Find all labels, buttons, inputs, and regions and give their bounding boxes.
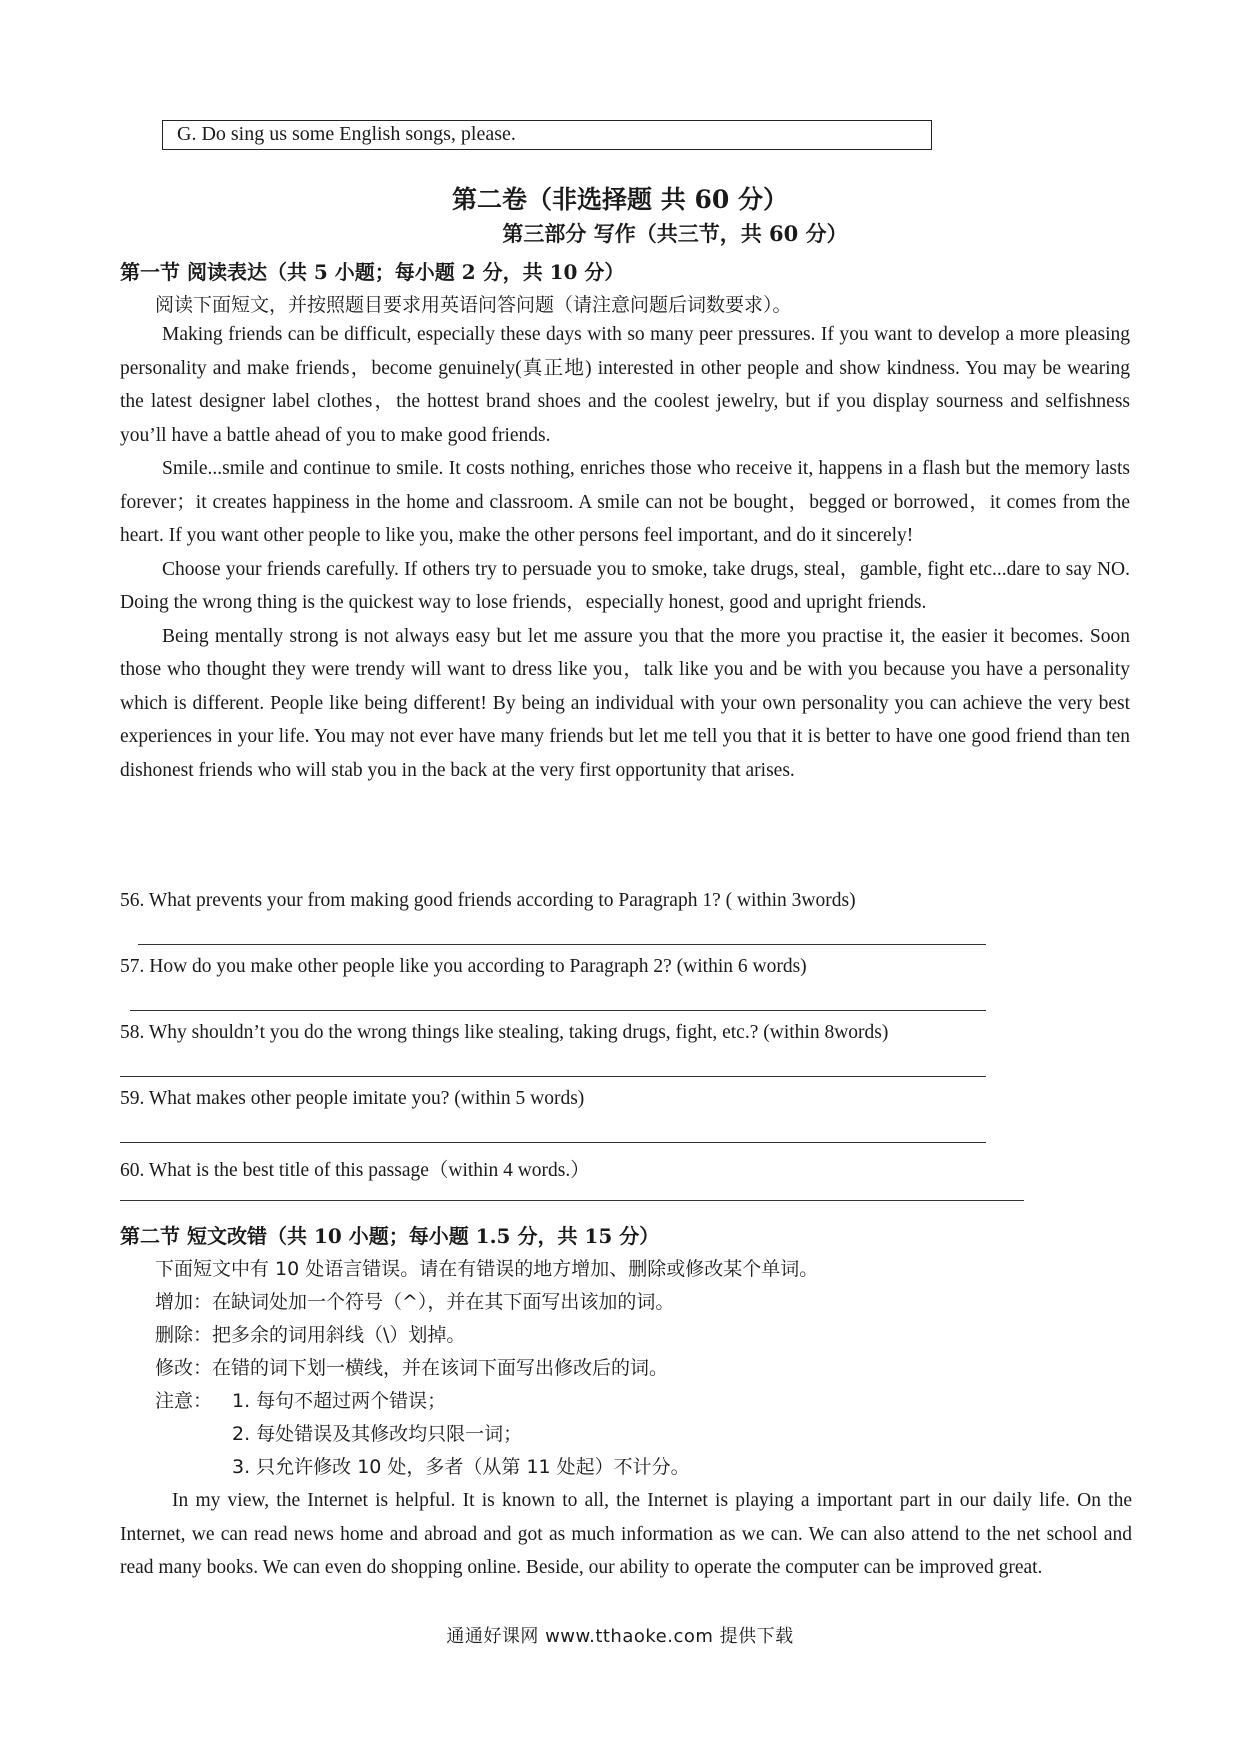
- question-56: 56. What prevents your from making good friends according to Paragraph 1? ( within 3words): [120, 890, 856, 911]
- answer-line-58[interactable]: [120, 1076, 986, 1077]
- passage-paragraph-1: Making friends can be difficult, especially these days with so many peer pressures. If you want to develop a more pleasing personality and make friends，become genuinely(真正地) interested in other people and show kindness. You may be wearing the latest designer label clothes，the hottest brand shoes and the coolest jewelry, but if you display sourness and selfishness you’ll have a battle ahead of you to make good friends.: [120, 324, 1130, 446]
- question-57: 57. How do you make other people like you according to Paragraph 2? (within 6 words): [120, 956, 807, 977]
- section1-heading: 第一节 阅读表达（共 5 小题；每小题 2 分，共 10 分）: [120, 260, 625, 284]
- part-title: 第三部分 写作（共三节，共 60 分）: [502, 221, 848, 246]
- question-58: 58. Why shouldn’t you do the wrong things like stealing, taking drugs, fight, etc.? (within 8words): [120, 1022, 889, 1043]
- answer-line-59[interactable]: [120, 1142, 986, 1143]
- footer-credit: 通通好课网 www.tthaoke.com 提供下载: [446, 1626, 794, 1647]
- section2-instruction: 下面短文中有 10 处语言错误。请在有错误的地方增加、删除或修改某个单词。: [155, 1258, 819, 1280]
- answer-line-56[interactable]: [138, 944, 986, 945]
- note-3: 3. 只允许修改 10 处，多者（从第 11 处起）不计分。: [232, 1456, 690, 1478]
- note-1: 1. 每句不超过两个错误；: [232, 1390, 447, 1412]
- volume-title: 第二卷（非选择题 共 60 分）: [452, 185, 788, 214]
- rule-modify: 修改：在错的词下划一横线，并在该词下面写出修改后的词。: [155, 1357, 669, 1379]
- essay-paragraph: In my view, the Internet is helpful. It is known to all, the Internet is playing a important part in our daily life. On the Internet, we can read news home and abroad and got as much information as we can. We can also attend to the net school and read many books. We can even do shopping online. Beside, our ability to operate the computer can be improved great.: [120, 1490, 1132, 1578]
- section2-heading: 第二节 短文改错（共 10 小题；每小题 1.5 分，共 15 分）: [120, 1224, 660, 1248]
- note-label: 注意：: [155, 1390, 213, 1412]
- answer-line-57[interactable]: [130, 1010, 986, 1011]
- question-60: 60. What is the best title of this passage（within 4 words.）: [120, 1160, 590, 1181]
- rule-delete: 删除：把多余的词用斜线（\）划掉。: [155, 1324, 466, 1346]
- note-2: 2. 每处错误及其修改均只限一词；: [232, 1423, 523, 1445]
- rule-add: 增加：在缺词处加一个符号（^），并在其下面写出该加的词。: [155, 1291, 675, 1313]
- section1-instruction: 阅读下面短文，并按照题目要求用英语问答问题（请注意问题后词数要求）。: [155, 294, 792, 316]
- error-correction-essay: [120, 1484, 1132, 1585]
- answer-line-60[interactable]: [120, 1200, 1024, 1201]
- question-59: 59. What makes other people imitate you? (within 5 words): [120, 1088, 585, 1109]
- reading-passage: [120, 318, 1130, 787]
- option-g-text: G. Do sing us some English songs, please.: [177, 123, 516, 145]
- passage-paragraph-4: Being mentally strong is not always easy but let me assure you that the more you practise it, the easier it becomes. Soon those who thought they were trendy will want to dress like you，talk like you and be with you because you have a personality which is different. People like being different! By being an individual with your own personality you can achieve the very best experiences in your life. You may not ever have many friends but let me tell you that it is better to have one good friend than ten dishonest friends who will stab you in the back at the very first opportunity that arises.: [120, 625, 1130, 781]
- option-g-box: [162, 120, 932, 150]
- passage-paragraph-3: Choose your friends carefully. If others try to persuade you to smoke, take drugs, steal，gamble, fight etc...dare to say NO. Doing the wrong thing is the quickest way to lose friends，especially honest, good and upright friends.: [120, 558, 1130, 613]
- passage-paragraph-2: Smile...smile and continue to smile. It costs nothing, enriches those who receive it, happens in a flash but the memory lasts forever；it creates happiness in the home and classroom. A smile can not be bought，begged or borrowed，it comes from the heart. If you want other people to like you, make the other persons feel important, and do it sincerely!: [120, 458, 1130, 546]
